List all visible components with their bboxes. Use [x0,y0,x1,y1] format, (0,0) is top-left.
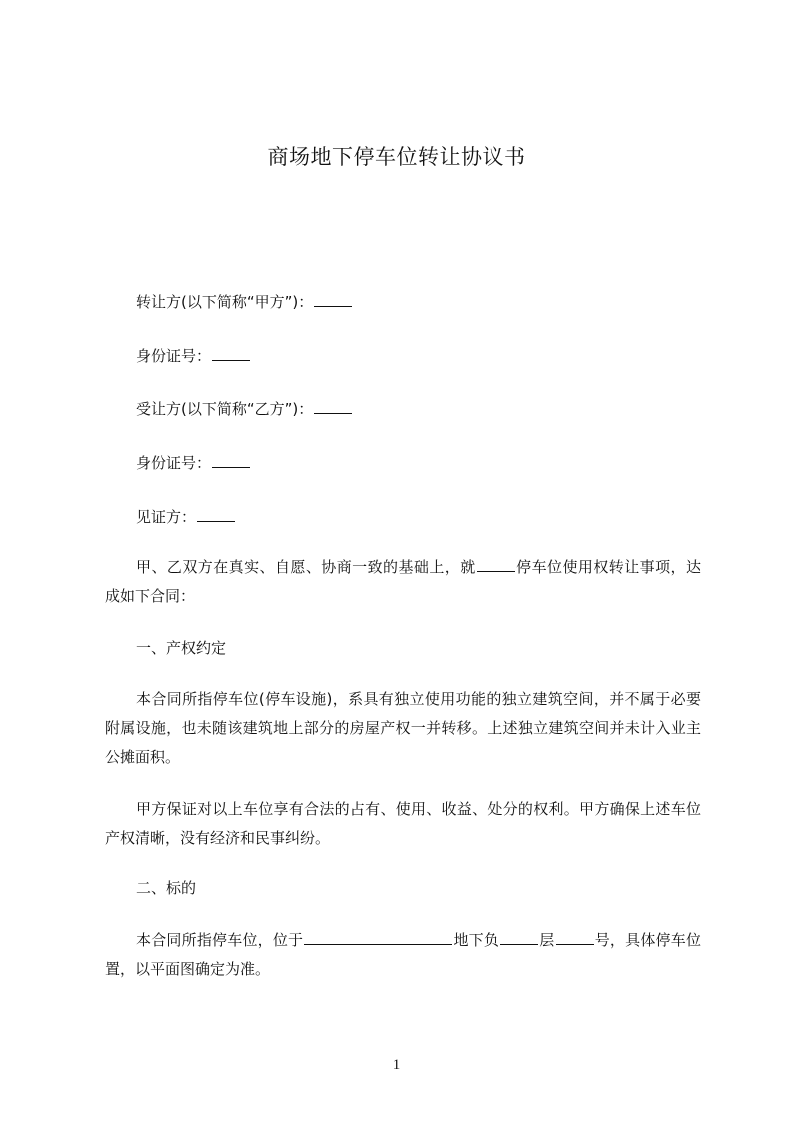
location-blank [304,929,452,945]
transferor-blank [314,291,352,307]
transferor-id-label: 身份证号： [136,347,212,365]
transferor-line [136,291,353,312]
floor-blank [500,929,538,945]
transferee-id-blank [212,452,250,468]
section2-text-3: 层 [539,931,555,949]
section2-text-4: 号，具体停车位置，以平面图确定为准。 [105,931,701,978]
transferor-id-line [136,345,251,366]
intro-text-start: 甲、乙双方在真实、自愿、协商一致的基础上，就 [136,558,476,576]
transferee-blank [314,398,352,414]
number-blank [556,929,594,945]
transferee-id-line [136,452,251,473]
section2-text-1: 本合同所指停车位，位于 [136,931,304,949]
section1-heading: 一、产权约定 [136,639,227,657]
witness-label: 见证方： [136,508,197,526]
transferor-id-blank [212,345,250,361]
page-number: 1 [392,1057,401,1073]
transferee-line [136,398,353,419]
section2-heading: 二、标的 [136,879,197,897]
document-title: 商场地下停车位转让协议书 [267,145,526,169]
section1-paragraph-1: 本合同所指停车位(停车设施)，系具有独立使用功能的独立建筑空间，并不属于必要附属设施，也未随该建筑地上部分的房屋产权一并转移。上述独立建筑空间并未计入业主公摊面积。 [105,690,701,766]
section2-paragraph [105,926,701,984]
intro-paragraph [105,553,701,611]
section2-text-2: 地下负 [453,931,500,949]
transferor-label: 转让方(以下简称“甲方”)： [136,293,314,311]
intro-text-end: 停车位使用权转让事项，达成如下合同： [105,558,701,605]
transferee-id-label: 身份证号： [136,454,212,472]
section1-paragraph-2: 甲方保证对以上车位享有合法的占有、使用、收益、处分的权利。甲方确保上述车位产权清晰，没有经济和民事纠纷。 [105,800,701,847]
transferee-label: 受让方(以下简称“乙方”)： [136,400,314,418]
intro-blank [477,556,515,572]
witness-line [136,506,236,527]
witness-blank [197,506,235,522]
